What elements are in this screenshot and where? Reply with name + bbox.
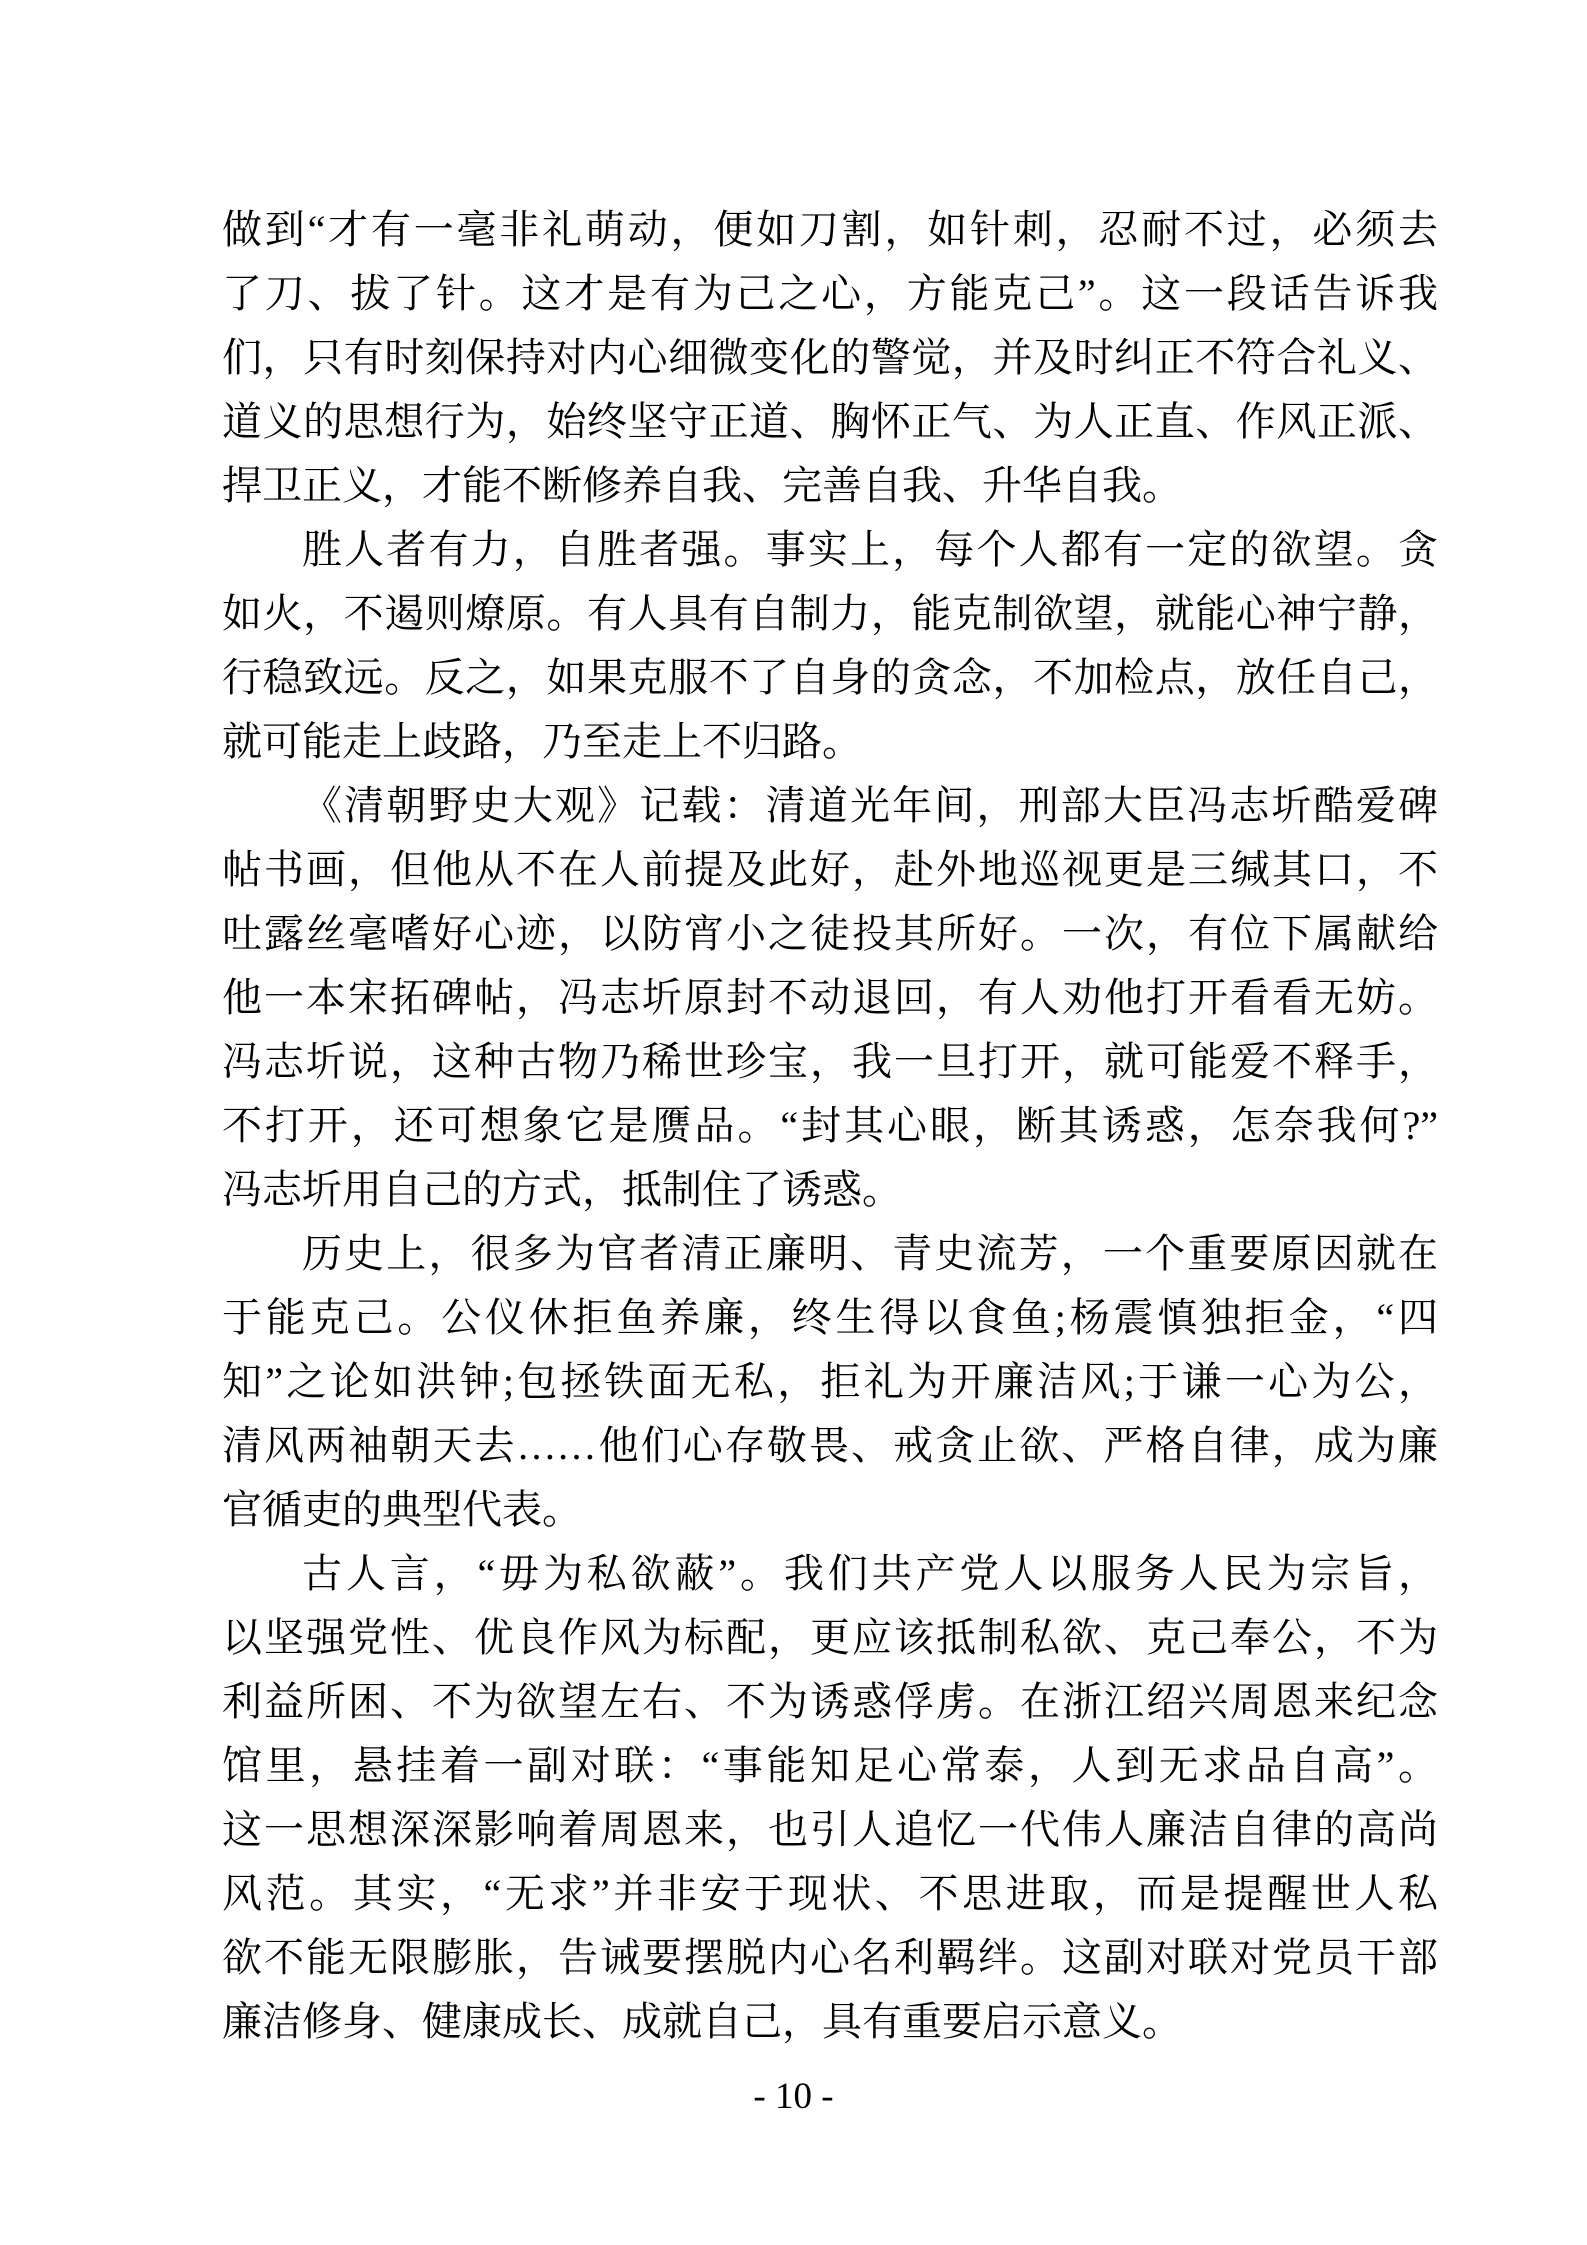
- text-line: 廉洁修身、健康成长、成就自己，具有重要启示意义。: [222, 1999, 1182, 2044]
- text-line: 行稳致远。反之，如果克服不了自身的贪念，不加检点，放任自己，: [222, 655, 1438, 700]
- text-line: 风范。其实，“无求”并非安于现状、不思进取，而是提醒世人私: [222, 1871, 1438, 1916]
- text-line: 欲不能无限膨胀，告诫要摆脱内心名利羁绊。这副对联对党员干部: [222, 1935, 1438, 1980]
- text-line: 吐露丝毫嗜好心迹，以防宵小之徒投其所好。一次，有位下属献给: [222, 911, 1438, 956]
- text-line: 官循吏的典型代表。: [222, 1487, 582, 1532]
- text-line: 清风两袖朝天去……他们心存敬畏、戒贪止欲、严格自律，成为廉: [222, 1423, 1438, 1468]
- text-line: 以坚强党性、优良作风为标配，更应该抵制私欲、克己奉公，不为: [222, 1615, 1438, 1660]
- text-line: 古人言，“毋为私欲蔽”。我们共产党人以服务人民为宗旨，: [302, 1551, 1438, 1596]
- text-line: 知”之论如洪钟;包拯铁面无私，拒礼为开廉洁风;于谦一心为公，: [222, 1359, 1438, 1404]
- text-line: 历史上，很多为官者清正廉明、青史流芳，一个重要原因就在: [302, 1231, 1438, 1276]
- text-line: 了刀、拔了针。这才是有为己之心，方能克己”。这一段话告诉我: [222, 271, 1438, 316]
- text-line: 这一思想深深影响着周恩来，也引人追忆一代伟人廉洁自律的高尚: [222, 1807, 1438, 1852]
- text-line: 帖书画，但他从不在人前提及此好，赴外地巡视更是三缄其口，不: [222, 847, 1438, 892]
- text-line: 们，只有时刻保持对内心细微变化的警觉，并及时纠正不符合礼义、: [222, 335, 1438, 380]
- text-line: 馆里，悬挂着一副对联：“事能知足心常泰，人到无求品自高”。: [222, 1743, 1438, 1788]
- text-line: 利益所困、不为欲望左右、不为诱惑俘虏。在浙江绍兴周恩来纪念: [222, 1679, 1438, 1724]
- text-line: 他一本宋拓碑帖，冯志圻原封不动退回，有人劝他打开看看无妨。: [222, 975, 1438, 1020]
- text-line: 胜人者有力，自胜者强。事实上，每个人都有一定的欲望。贪: [302, 527, 1438, 572]
- text-line: 捍卫正义，才能不断修养自我、完善自我、升华自我。: [222, 463, 1182, 508]
- text-line: 不打开，还可想象它是赝品。“封其心眼，断其诱惑，怎奈我何?”: [222, 1103, 1438, 1148]
- text-line: 冯志圻用自己的方式，抵制住了诱惑。: [222, 1167, 902, 1212]
- text-line: 冯志圻说，这种古物乃稀世珍宝，我一旦打开，就可能爱不释手，: [222, 1039, 1438, 1084]
- text-block: [222, 198, 1438, 2054]
- text-line: 于能克己。公仪休拒鱼养廉，终生得以食鱼;杨震慎独拒金，“四: [222, 1295, 1438, 1340]
- text-line: 如火，不遏则燎原。有人具有自制力，能克制欲望，就能心神宁静，: [222, 591, 1438, 636]
- text-line: 道义的思想行为，始终坚守正道、胸怀正气、为人正直、作风正派、: [222, 399, 1438, 444]
- page-number: - 10 -: [753, 2076, 834, 2117]
- text-line: 做到“才有一毫非礼萌动，便如刀割，如针刺，忍耐不过，必须去: [222, 207, 1438, 252]
- text-line: 《清朝野史大观》记载：清道光年间，刑部大臣冯志圻酷爱碑: [302, 783, 1438, 828]
- text-line: 就可能走上歧路，乃至走上不归路。: [222, 719, 862, 764]
